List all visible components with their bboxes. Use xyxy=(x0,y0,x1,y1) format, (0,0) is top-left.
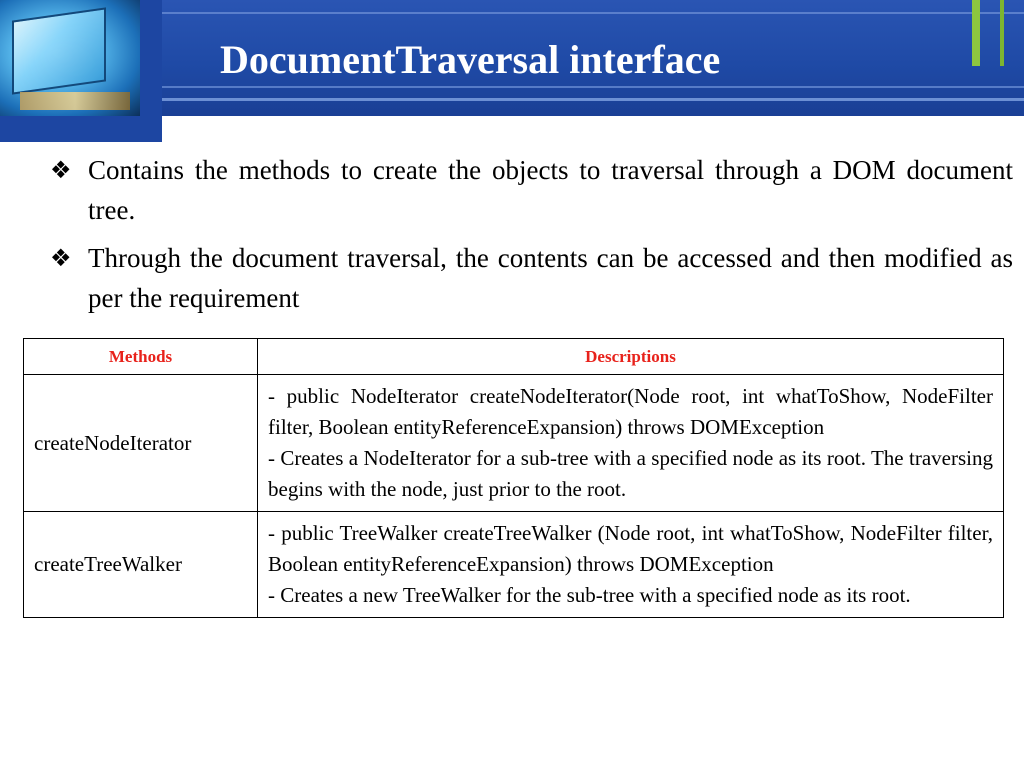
monitor-image xyxy=(0,0,140,116)
method-name-cell: createTreeWalker xyxy=(24,512,258,618)
header-rule-bottom xyxy=(162,98,1024,101)
bullet-item xyxy=(50,238,1013,318)
monitor-screen-graphic xyxy=(12,7,106,94)
method-name-cell: createNodeIterator xyxy=(24,375,258,512)
column-header-descriptions: Descriptions xyxy=(258,339,1004,375)
diamond-bullet-icon: ❖ xyxy=(50,244,72,272)
header-thumbnail xyxy=(0,0,162,142)
slide-title: DocumentTraversal interface xyxy=(220,37,721,82)
accent-green-bar xyxy=(972,0,980,66)
header-rule-top xyxy=(162,12,1024,14)
table-header-row xyxy=(24,339,1004,375)
accent-green-bar-thin xyxy=(1000,0,1004,66)
monitor-base-graphic xyxy=(20,92,130,110)
column-header-methods: Methods xyxy=(24,339,258,375)
table-row xyxy=(24,375,1004,512)
diamond-bullet-icon: ❖ xyxy=(50,156,72,184)
bullet-item xyxy=(50,150,1013,230)
methods-table xyxy=(23,338,1004,618)
table-row xyxy=(24,512,1004,618)
header-rule-middle xyxy=(162,86,1024,88)
bullet-text: Contains the methods to create the objects to traversal through a DOM document tree. xyxy=(88,155,1013,225)
bullet-text: Through the document traversal, the contents can be accessed and then modified as per the requirement xyxy=(88,243,1013,313)
method-description-cell xyxy=(258,375,1004,512)
method-signature: - public NodeIterator createNodeIterator(Node root, int whatToShow, NodeFilter filter, Boolean entityReferenceExpansion) throws DOMException xyxy=(268,384,993,439)
bullet-list xyxy=(50,150,1013,326)
method-description-cell xyxy=(258,512,1004,618)
method-summary: - Creates a new TreeWalker for the sub-tree with a specified node as its root. xyxy=(268,583,911,607)
method-signature: - public TreeWalker createTreeWalker (Node root, int whatToShow, NodeFilter filter, Boolean entityReferenceExpansion) throws DOMException xyxy=(268,521,993,576)
method-summary: - Creates a NodeIterator for a sub-tree with a specified node as its root. The traversing begins with the node, just prior to the root. xyxy=(268,446,993,501)
